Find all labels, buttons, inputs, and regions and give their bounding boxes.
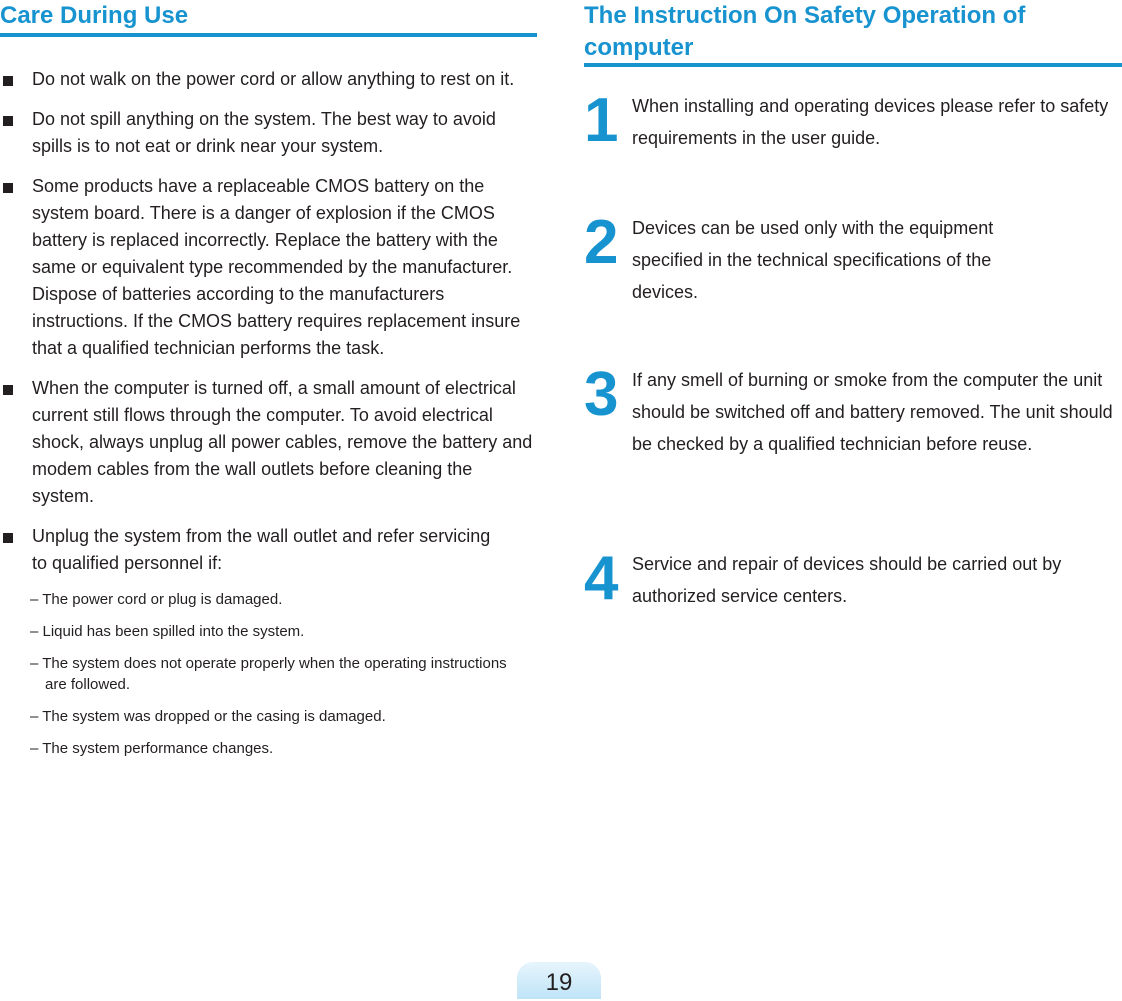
care-bullet-item — [0, 375, 536, 510]
square-bullet-icon — [3, 183, 13, 193]
square-bullet-icon — [3, 533, 13, 543]
step-number: 2 — [584, 208, 619, 277]
condition-item: – The system does not operate properly when the operating instructions are followed. — [30, 655, 507, 693]
heading-rule — [0, 33, 537, 37]
step-number: 4 — [584, 544, 619, 613]
step-text: When installing and operating devices please refer to safety requirements in the user guide. — [632, 96, 1109, 148]
bullet-text: Some products have a replaceable CMOS battery on the system board. There is a danger of explosion if the CMOS battery is replaced incorrectly. Replace the battery with the same or equivalent type recommended by the manufacturer. — [32, 176, 513, 277]
care-bullet-list — [0, 66, 538, 577]
care-bullet-item — [0, 173, 542, 362]
step-text: Devices can be used only with the equipment specified in the technical specifications of the devices. — [632, 218, 994, 302]
square-bullet-icon — [3, 76, 13, 86]
square-bullet-icon — [3, 385, 13, 395]
condition-item: – Liquid has been spilled into the system. — [30, 623, 305, 640]
bullet-text-continued: Dispose of batteries according to the manufacturers instructions. If the CMOS battery requires replacement insure that a qualified technician performs the task. — [32, 284, 521, 358]
bullet-text: Do not spill anything on the system. The best way to avoid spills is to not eat or drink near your system. — [32, 109, 496, 156]
care-bullet-item — [0, 523, 502, 577]
step-text: If any smell of burning or smoke from the computer the unit should be switched off and battery removed. The unit should be checked by a qualified technician before reuse. — [632, 370, 1113, 454]
bullet-text: Unplug the system from the wall outlet and refer servicing to qualified personnel if: — [32, 526, 491, 573]
care-during-use-heading: Care During Use — [0, 2, 189, 29]
step-text: Service and repair of devices should be carried out by authorized service centers. — [632, 554, 1062, 606]
condition-sub-list — [0, 589, 538, 759]
bullet-text: When the computer is turned off, a small amount of electrical current still flows through the computer. To avoid electrical shock, always unplug all power cables, remove the battery and modem cables from the wall outlets before cleaning the system. — [32, 378, 533, 506]
condition-item: – The system performance changes. — [30, 740, 274, 757]
page-number: 19 — [517, 962, 601, 999]
care-bullet-item — [0, 66, 538, 93]
care-during-use-section — [0, 0, 538, 770]
care-bullet-item — [0, 106, 512, 160]
step-number: 1 — [584, 86, 619, 155]
square-bullet-icon — [3, 116, 13, 126]
condition-item: – The power cord or plug is damaged. — [30, 591, 283, 608]
step-number: 3 — [584, 360, 619, 429]
safety-instruction-section — [584, 0, 1122, 613]
condition-item: – The system was dropped or the casing is damaged. — [30, 708, 386, 725]
bullet-text: Do not walk on the power cord or allow anything to rest on it. — [32, 69, 515, 89]
safety-instruction-heading: The Instruction On Safety Operation of computer — [584, 2, 1026, 61]
